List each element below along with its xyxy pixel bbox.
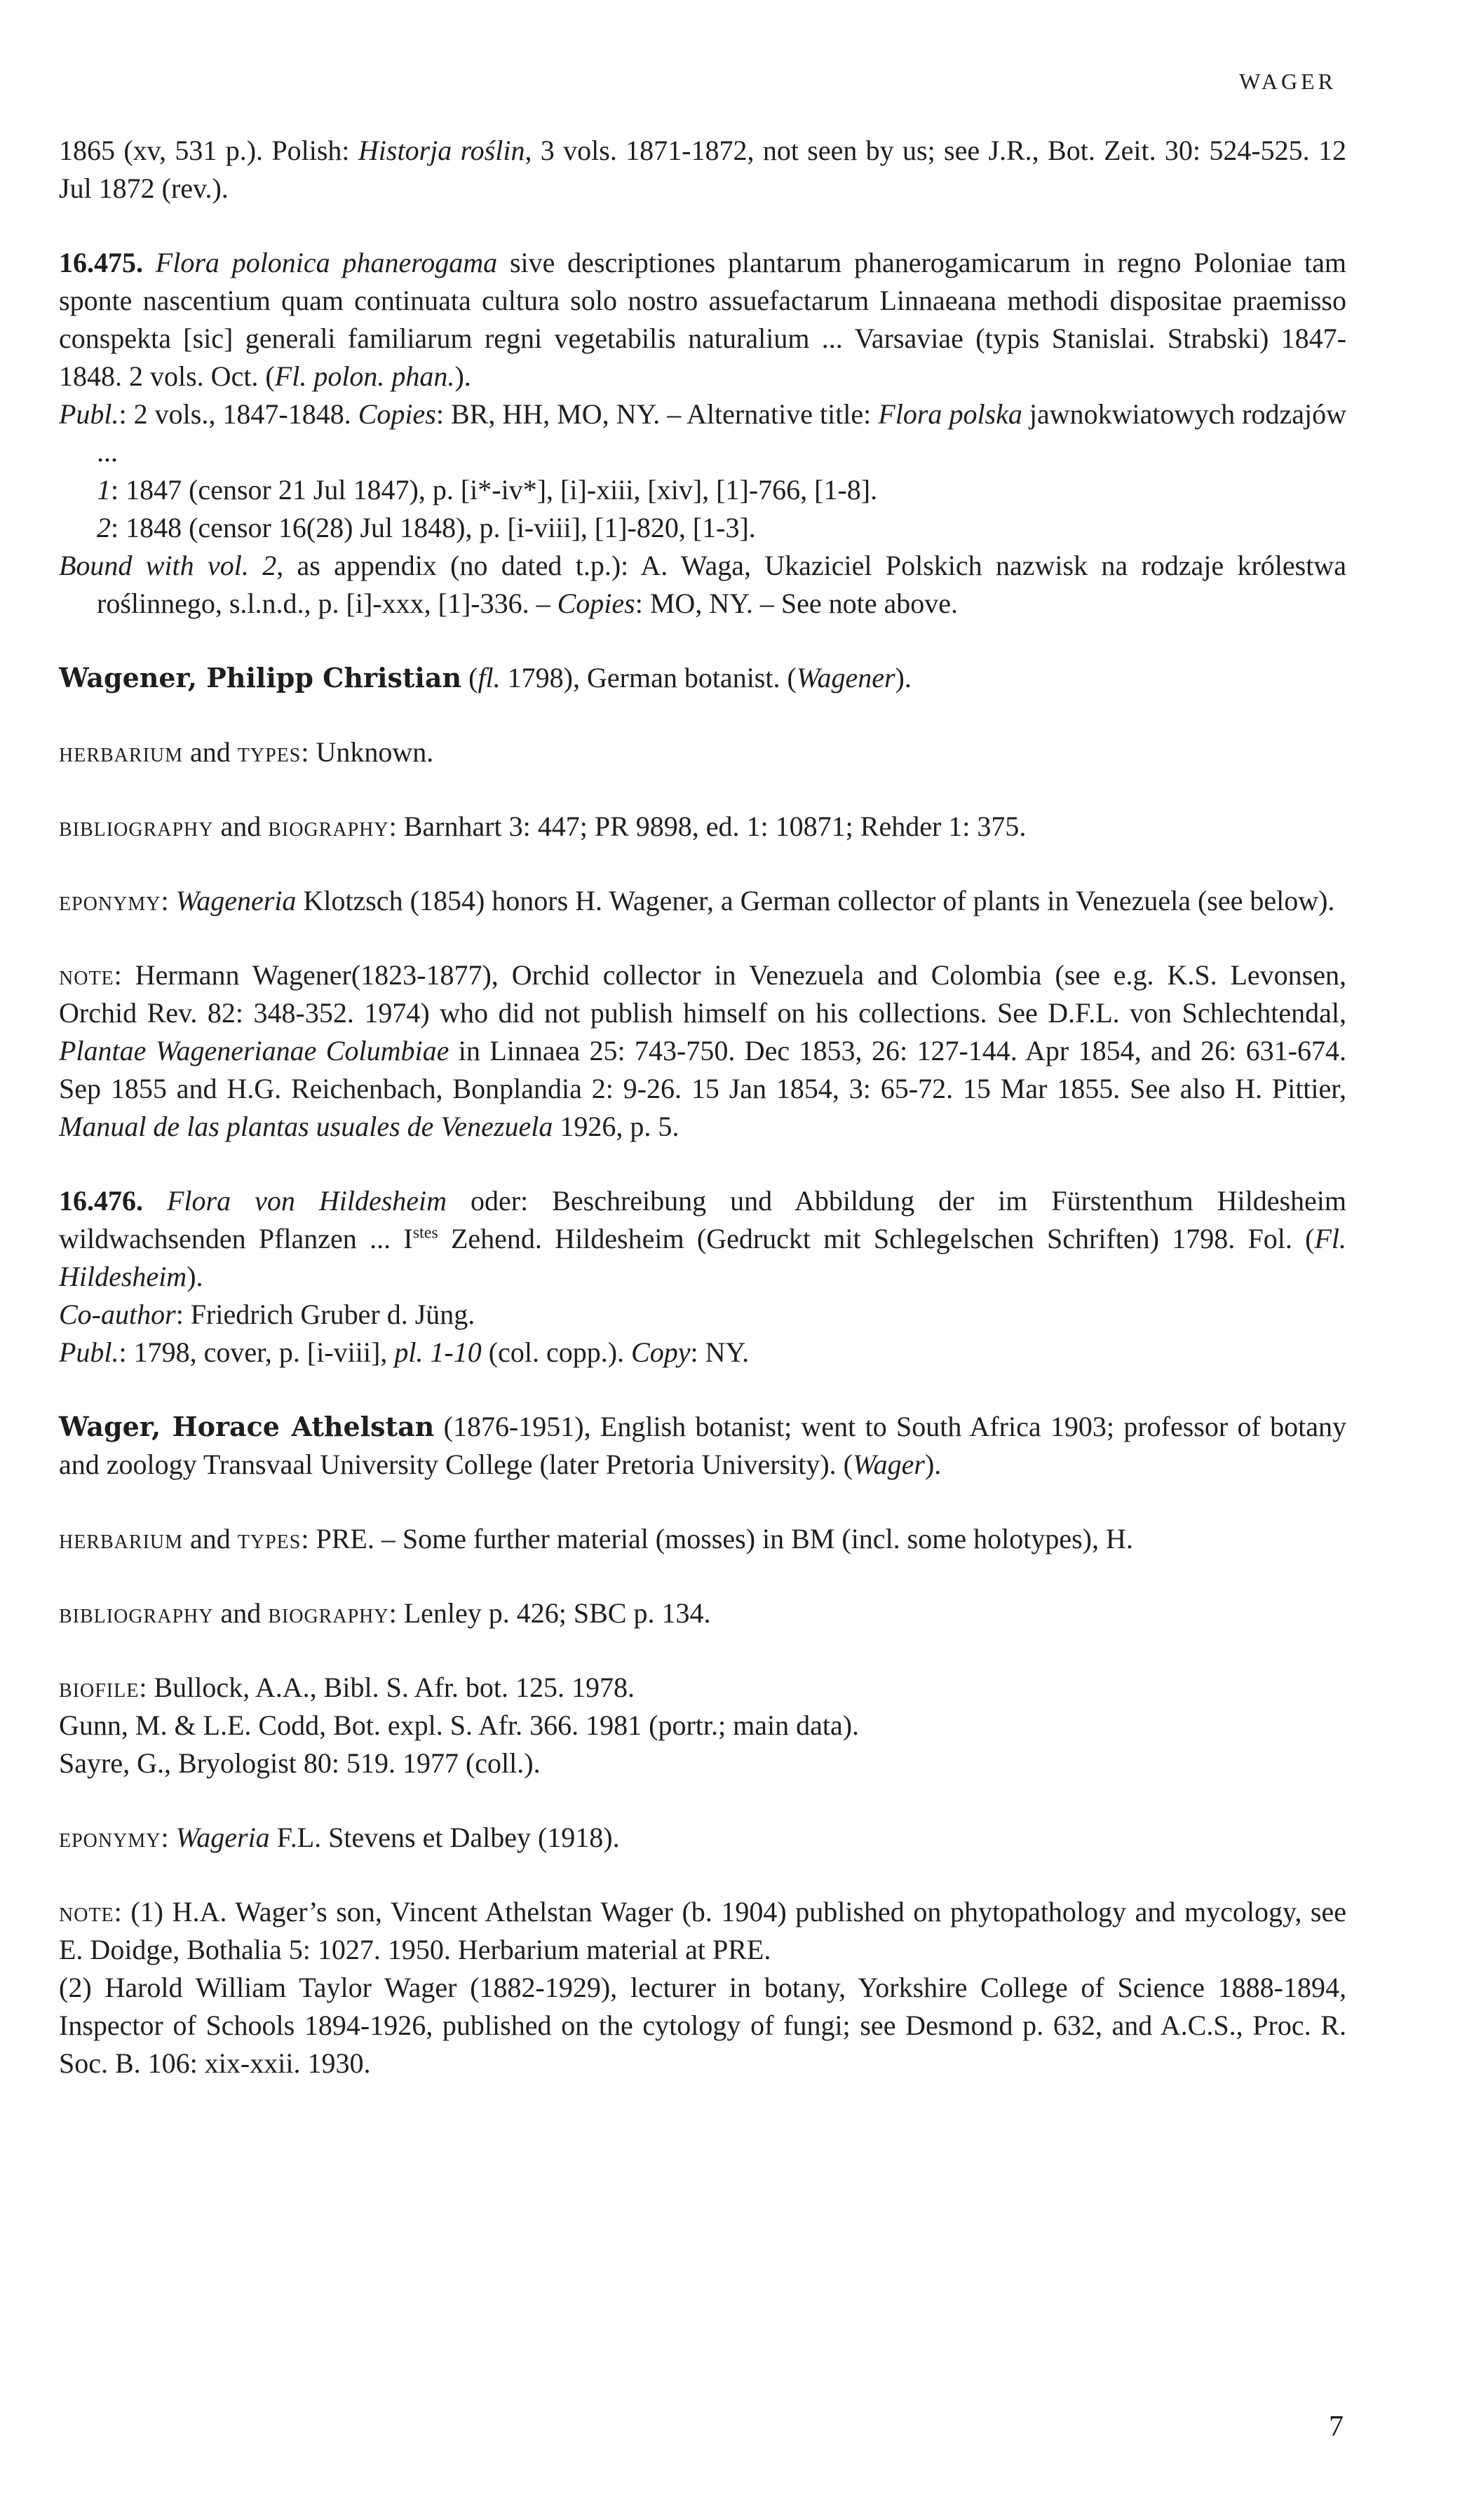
text: sive descriptiones plantarum phanerogamicarum in regno Poloniae tam sponte nascentium quam continuata cultura solo nostro assuefactarum Linnaeana methodi dispositae praemisso conspekta [sic] generali familiarum regni vegetabilis naturalium ... Varsaviae (typis Stanislai. Strabski) 1847-1848. 2 vols. Oct. ( (59, 247, 1347, 392)
label: types (237, 736, 302, 768)
label: eponymy (59, 885, 161, 916)
note-item: (2) Harold William Taylor Wager (1882-1929), lecturer in botany, Yorkshire College of Science 1888-1894, Inspector of Schools 1894-1926, published on the cytology of fungi; see Desmond p. 632, and A.C.S., Proc. R. Soc. B. 106: xix-xxii. 1930. (59, 1972, 1346, 2079)
text: Klotzsch (1854) honors H. Wagener, a German collector of plants in Venezuela (see below). (296, 885, 1335, 916)
author-heading-wager (59, 1408, 1346, 1484)
label: 2 (97, 512, 111, 543)
page-number: 7 (1329, 2411, 1344, 2443)
title-italic: Flora polonica phanerogama (155, 247, 498, 278)
text: : PRE. – Some further material (mosses) in BM (incl. some holotypes), H. (301, 1523, 1133, 1554)
text: : 1848 (censor 16(28) Jul 1848), p. [i-viii], [1]-820, [1-3]. (111, 512, 756, 543)
text: oder: Beschreibung und Abbildung der im Fürstenthum Hildesheim wildwachsenden Pflanzen ... I (59, 1185, 1346, 1254)
text: 1865 (xv, 531 p.). Polish: (59, 135, 358, 166)
entry-title (59, 244, 1346, 395)
label: Co-author (59, 1299, 176, 1330)
title-italic: Manual de las plantas usuales de Venezuela (59, 1111, 553, 1142)
text: and (183, 736, 238, 768)
label: bibliography (59, 811, 214, 842)
genus-name: Wageria (175, 1822, 270, 1853)
text: Zehend. Hildesheim (Gedruckt mit Schlegelschen Schriften) 1798. Fol. ( (438, 1223, 1315, 1254)
text: 1926, p. 5. (553, 1111, 679, 1142)
running-head: WAGER (1239, 69, 1337, 94)
text: and (213, 1597, 269, 1629)
text: , 3 vols. 1871-1872, not seen by us; see J.R., Bot. Zeit. 30: 524-525. 12 Jul 1872 (rev.). (59, 135, 1347, 204)
text: : 2 vols., 1847-1848. (119, 398, 358, 430)
genus-name: Wageneria (175, 885, 297, 916)
bound-with-line (59, 547, 1346, 623)
label: 1 (97, 474, 111, 506)
entry-16-475 (59, 244, 1346, 623)
herbarium-section (59, 1520, 1346, 1558)
volume-1-line (59, 471, 1346, 509)
text: ( (461, 662, 478, 693)
label: Copies (557, 588, 635, 619)
label: types (237, 1523, 302, 1554)
text: : (161, 1822, 176, 1853)
label: note (59, 1896, 114, 1928)
abbreviation: Wagener (796, 662, 895, 693)
label: biography (268, 1597, 389, 1629)
text: : Lenley p. 426; SBC p. 134. (388, 1597, 711, 1629)
label: Copy (631, 1336, 691, 1368)
entry-16-476 (59, 1182, 1346, 1371)
label: eponymy (59, 1822, 161, 1853)
text: : Unknown. (301, 736, 434, 768)
text: : Friedrich Gruber d. Jüng. (175, 1299, 475, 1330)
text: (1876-1951), English botanist; went to South Africa 1903; professor of botany and zoology Transvaal University College (later Pretoria University). ( (59, 1411, 1347, 1480)
text: 1798), German botanist. ( (500, 662, 797, 693)
title-italic: Flora von Hildesheim (167, 1185, 447, 1217)
text: : Hermann Wagener(1823-1877), Orchid collector in Venezuela and Colombia (see e.g. K.S. Levonsen, Orchid Rev. 82: 348-352. 1974) who did not publish himself on his collections. See D.F.L. von Schlechtendal, (59, 959, 1346, 1029)
label: herbarium (59, 736, 184, 768)
text: : BR, HH, MO, NY. – Alternative title: (435, 398, 879, 430)
text: ). (895, 662, 912, 693)
text: ). (454, 360, 471, 392)
label: biography (268, 811, 389, 842)
superscript: stes (412, 1224, 438, 1242)
biofile-line (59, 1669, 1346, 1707)
note-item (59, 1893, 1346, 1969)
text: : (1) H.A. Wager’s son, Vincent Athelstan Wager (b. 1904) published on phytopathology and mycology, see E. Doidge, Bothalia 5: 1027. 1950. Herbarium material at PRE. (59, 1896, 1346, 1965)
text: (col. copp.). (481, 1336, 632, 1368)
label: herbarium (59, 1523, 184, 1554)
abbreviation: Fl. polon. phan. (274, 360, 455, 392)
label: bibliography (59, 1597, 214, 1629)
volume-2-line (59, 509, 1346, 547)
plates: pl. 1-10 (394, 1336, 482, 1368)
entry-title (59, 1182, 1346, 1296)
label: Publ. (59, 398, 119, 430)
bibliography-section (59, 1594, 1346, 1632)
title-italic: Plantae Wagenerianae Columbiae (59, 1035, 449, 1066)
author-name: Wagener, Philipp Christian (59, 662, 462, 693)
text: and (183, 1523, 238, 1554)
text: ). (187, 1261, 203, 1292)
text: : 1847 (censor 21 Jul 1847), p. [i*-iv*], [i]-xiii, [xiv], [1]-766, [1-8]. (111, 474, 878, 506)
text: jawnokwiatowych rodzajów ... (97, 398, 1346, 468)
biofile-section (59, 1669, 1346, 1782)
title-italic: Historja roślin (358, 135, 525, 166)
entry-number: 16.475. (59, 247, 143, 278)
publ-line (59, 1334, 1346, 1371)
author-name: Wager, Horace Athelstan (59, 1411, 435, 1442)
label: Bound with vol. 2 (59, 550, 277, 581)
text: F.L. Stevens et Dalbey (1918). (269, 1822, 620, 1853)
continuation-paragraph (59, 132, 1346, 208)
note-section (59, 956, 1346, 1146)
title-italic: Flora polska (878, 398, 1022, 430)
herbarium-section (59, 733, 1346, 771)
eponymy-section (59, 882, 1346, 920)
page-content (59, 132, 1346, 2082)
text: , as appendix (no dated t.p.): A. Waga, Ukaziciel Polskich nazwisk na rodzaje królestwa roślinnego, s.l.n.d., p. [i]-xxx, [1]-336. – (97, 550, 1346, 619)
text: fl. (478, 662, 501, 693)
biofile-line: Gunn, M. & L.E. Codd, Bot. expl. S. Afr. 366. 1981 (portr.; main data). (59, 1709, 860, 1741)
text: : MO, NY. – See note above. (635, 588, 959, 619)
abbreviation: Wager (852, 1449, 925, 1480)
label: note (59, 959, 114, 991)
label: biofile (59, 1672, 140, 1703)
text: : NY. (690, 1336, 750, 1368)
label: Publ. (59, 1336, 119, 1368)
text: and (213, 811, 269, 842)
text: : Barnhart 3: 447; PR 9898, ed. 1: 10871; Rehder 1: 375. (388, 811, 1027, 842)
text: : (161, 885, 176, 916)
biofile-line: Sayre, G., Bryologist 80: 519. 1977 (coll.). (59, 1747, 541, 1779)
publ-line (59, 395, 1346, 471)
bibliography-section (59, 808, 1346, 846)
text: : 1798, cover, p. [i-viii], (119, 1336, 395, 1368)
author-heading-wagener (59, 659, 1346, 697)
label: Copies (358, 398, 436, 430)
entry-number: 16.476. (59, 1185, 143, 1217)
note-section (59, 1893, 1346, 2082)
text: : Bullock, A.A., Bibl. S. Afr. bot. 125. 1978. (139, 1672, 635, 1703)
abbreviation: Fl. Hildesheim (59, 1223, 1347, 1292)
text: in Linnaea 25: 743-750. Dec 1853, 26: 127-144. Apr 1854, and 26: 631-674. Sep 1855 and H.G. Reichenbach, Bonplandia 2: 9-26. 15 Jan 1854, 3: 65-72. 15 Mar 1855. See also H. Pittier, (59, 1035, 1346, 1104)
eponymy-section (59, 1819, 1346, 1857)
text: ). (924, 1449, 942, 1480)
coauthor-line (59, 1296, 1346, 1334)
